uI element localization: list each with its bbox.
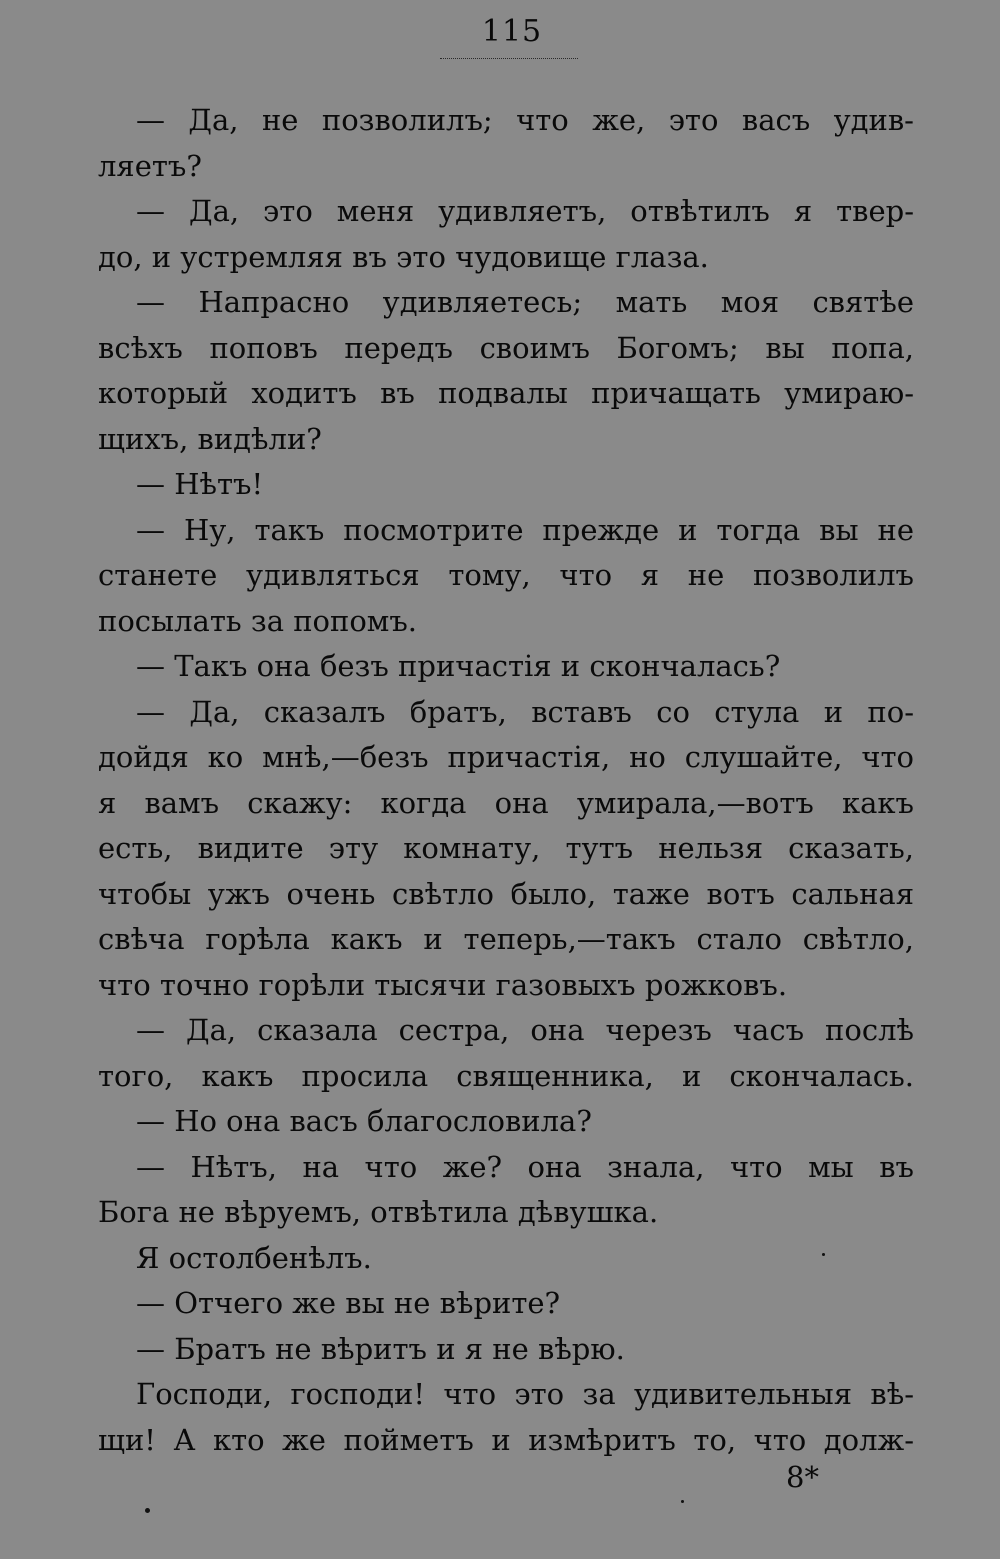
text-line: чтобы ужъ очень свѣтло было, таже вотъ сальная [98, 876, 914, 911]
text-line: есть, видите эту комнату, тутъ нельзя сказать, [98, 831, 914, 865]
text-line: — Да, не позволилъ; что же, это васъ удив- [136, 103, 914, 137]
text-line: до, и устремляя въ это чудовище глаза. [98, 239, 709, 274]
text-line: того, какъ просила священника, и скончалась. [98, 1058, 914, 1093]
print-speck [145, 1508, 150, 1513]
text-line: — Братъ не вѣритъ и я не вѣрю. [136, 1331, 625, 1366]
print-speck [822, 1253, 825, 1256]
text-line: — Нѣтъ, на что же? она знала, что мы въ [136, 1149, 914, 1184]
text-line: дойдя ко мнѣ,—безъ причастія, но слушайте, что [98, 740, 914, 774]
text-line: — Ну, такъ посмотрите прежде и тогда вы не [136, 512, 914, 547]
text-line: который ходитъ въ подвалы причащать умираю- [98, 376, 914, 410]
text-line: станете удивляться тому, что я не позволилъ [98, 558, 914, 592]
text-line: щи! А кто же пойметъ и измѣритъ то, что долж- [98, 1422, 914, 1457]
print-speck [681, 1500, 684, 1503]
text-line: — Да, это меня удивляетъ, отвѣтилъ я твер- [136, 194, 914, 228]
text-line: Бога не вѣруемъ, отвѣтила дѣвушка. [98, 1195, 659, 1229]
text-line: щихъ, видѣли? [98, 421, 322, 456]
body-text [98, 98, 914, 1463]
text-line: — Такъ она безъ причастія и скончалась? [136, 649, 781, 683]
text-line: Я остолбенѣлъ. [136, 1240, 372, 1275]
text-line: всѣхъ поповъ передъ своимъ Богомъ; вы попа, [98, 330, 914, 365]
text-line: — Но она васъ благословила? [136, 1104, 592, 1138]
text-line: ляетъ? [98, 148, 202, 183]
text-line: — Отчего же вы не вѣрите? [136, 1286, 561, 1320]
text-line: Господи, господи! что это за удивительныя вѣ- [136, 1377, 914, 1411]
header-rule [440, 58, 578, 59]
page-number: 115 [481, 14, 543, 49]
text-line: — Напрасно удивляетесь; мать моя святѣе [136, 285, 914, 319]
text-line: что точно горѣли тысячи газовыхъ рожковъ. [98, 967, 788, 1002]
text-line: я вамъ скажу: когда она умирала,—вотъ какъ [98, 785, 914, 820]
text-line: — Да, сказалъ братъ, вставъ со стула и по- [136, 694, 914, 729]
signature-mark: 8* [786, 1460, 819, 1494]
text-line: — Да, сказала сестра, она черезъ часъ послѣ [136, 1013, 914, 1047]
text-line: посылать за попомъ. [98, 603, 417, 638]
text-line: — Нѣтъ! [136, 467, 264, 501]
text-line: свѣча горѣла какъ и теперь,—такъ стало свѣтло, [98, 922, 914, 956]
